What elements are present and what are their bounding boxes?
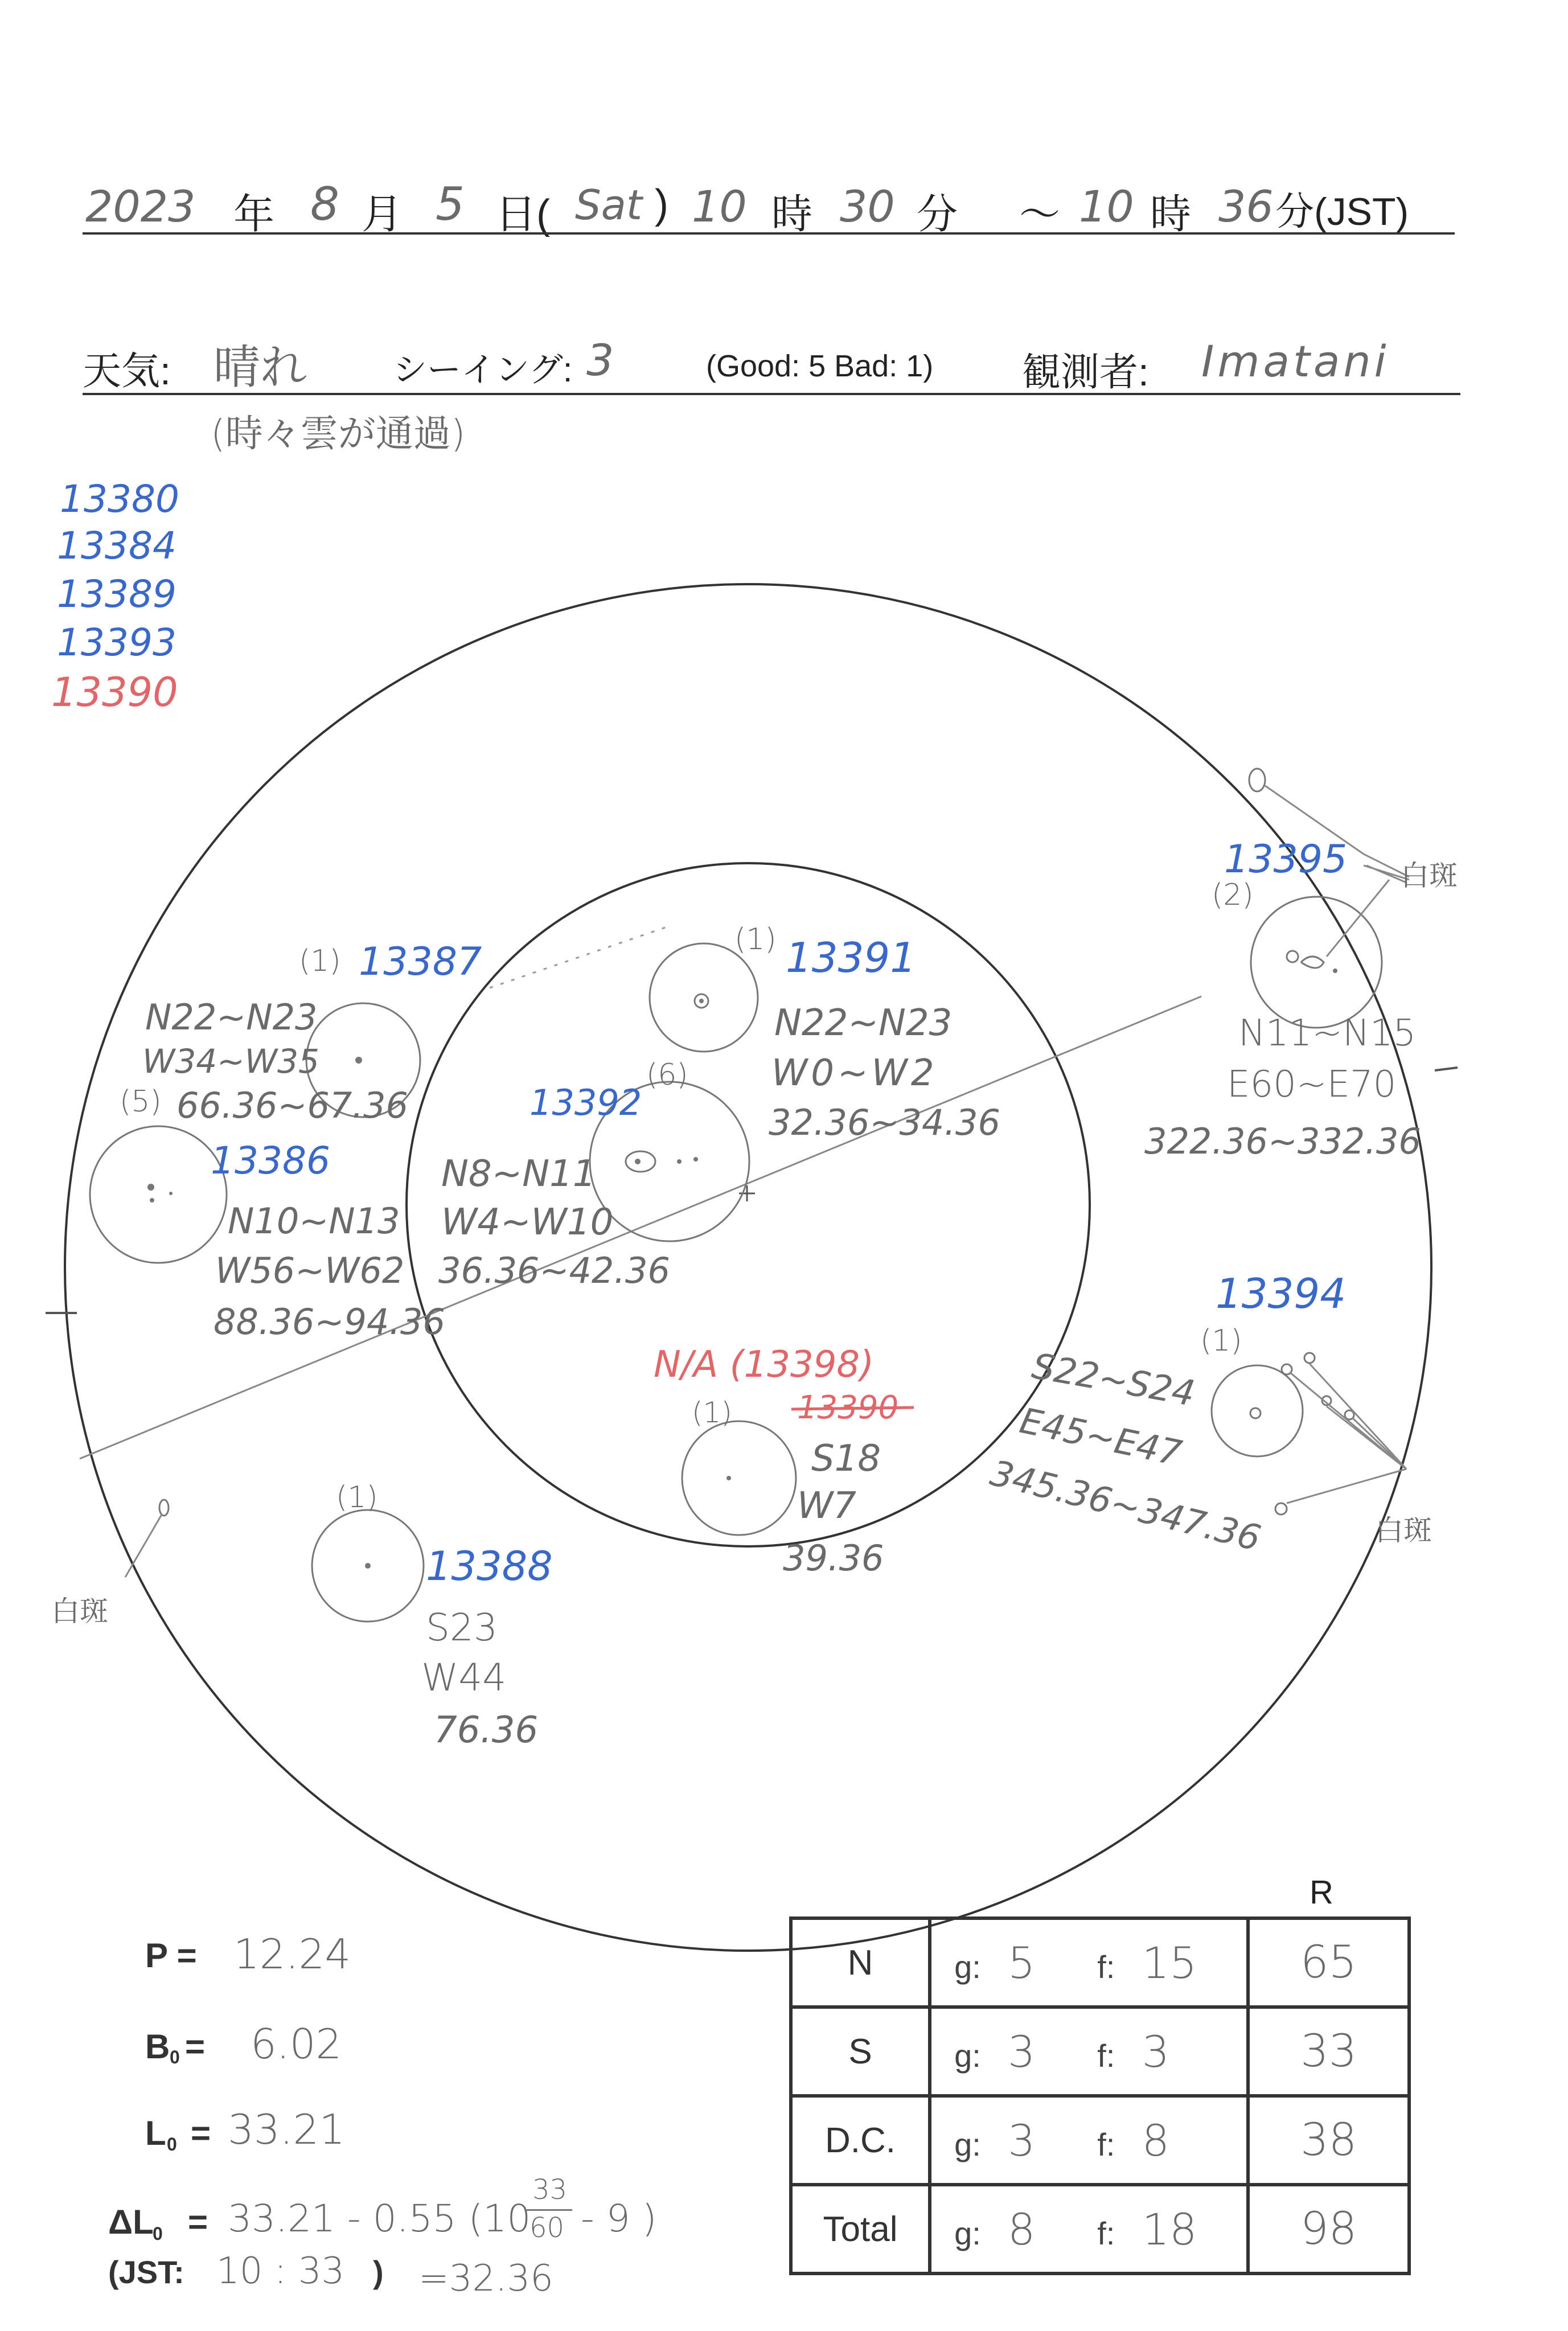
- weather-note: (時々雲が通過): [211, 412, 466, 455]
- r-value: 33: [1248, 2007, 1409, 2096]
- table-row: [791, 2007, 1409, 2096]
- l0-value: 33.21: [228, 2106, 346, 2153]
- dotted-trail: [490, 925, 672, 988]
- l0-equals: =: [191, 2114, 211, 2152]
- delta-l0-expression: 33.21 - 0.55 (10: [228, 2197, 531, 2240]
- facula-label: 白斑: [51, 1595, 108, 1628]
- sunspot-group-13394: [1212, 1365, 1303, 1456]
- seeing-scale: (Good: 5 Bad: 1): [706, 349, 934, 383]
- month-unit: 月: [362, 192, 403, 237]
- sunspot-group-13391: [650, 943, 758, 1052]
- carrington-range: 66.36~67.36: [176, 1085, 408, 1126]
- b0-equals: =: [185, 2028, 206, 2066]
- row-label: D.C.: [791, 2096, 930, 2185]
- delta-l0-equals: =: [188, 2203, 208, 2241]
- delta-l0-subscript: 0: [153, 2223, 163, 2244]
- b0-label: B: [145, 2028, 170, 2066]
- g-label: g:: [954, 2215, 981, 2251]
- f-label: f:: [1097, 1948, 1115, 1985]
- f-value: 3: [1142, 2026, 1169, 2077]
- g-value: 3: [1008, 2026, 1036, 2077]
- sunspot-count-table: [789, 1916, 1411, 2275]
- r-value: 38: [1248, 2096, 1409, 2185]
- facula-pointer: [1287, 1469, 1406, 1503]
- facula-marker: [1275, 1503, 1287, 1515]
- f-value: 18: [1142, 2203, 1197, 2255]
- facula-label: 白斑: [1401, 859, 1458, 892]
- longitude-range: W56~W62: [215, 1250, 405, 1291]
- start-hour-unit: 時: [771, 192, 813, 237]
- region-number: 13395: [1224, 837, 1348, 882]
- seeing-value: 3: [586, 335, 614, 385]
- end-hour-unit: 時: [1150, 192, 1192, 237]
- sunspot: [1287, 951, 1298, 962]
- carrington-range: 36.36~42.36: [438, 1250, 670, 1291]
- region-number: 13387: [359, 939, 482, 984]
- latitude-range: N22~N23: [145, 996, 318, 1038]
- facula-pointer: [125, 1515, 162, 1577]
- observer-value: Imatani: [1201, 336, 1390, 387]
- delta-l0-fraction-denominator: 60: [529, 2212, 565, 2244]
- b0-subscript: 0: [170, 2047, 180, 2067]
- sunspot: [693, 1157, 698, 1162]
- sunspot: [147, 1184, 154, 1191]
- sunspot: [169, 1192, 173, 1195]
- sunspot: [726, 1476, 731, 1480]
- carrington-range: 88.36~94.36: [214, 1301, 445, 1343]
- row-label: Total: [791, 2185, 930, 2273]
- region-number: 13394: [1216, 1270, 1347, 1318]
- region-number: 13386: [211, 1139, 330, 1183]
- r-column-header: R: [1310, 1874, 1333, 1911]
- facula-pointer: [1352, 1418, 1406, 1469]
- month-value: 8: [310, 178, 339, 231]
- l0-label: L: [145, 2114, 166, 2152]
- group-count: (1): [692, 1396, 732, 1429]
- g-label: g:: [954, 1948, 981, 1985]
- longitude-range: W0~W2: [771, 1052, 938, 1094]
- row-label: N: [791, 1918, 930, 2007]
- latitude-range: S22~S24: [1029, 1345, 1198, 1414]
- region-list-item: 13389: [57, 572, 176, 616]
- group-count: (2): [1212, 878, 1254, 912]
- longitude-range: E60~E70: [1227, 1064, 1397, 1106]
- group-count: (1): [299, 944, 341, 978]
- day-unit: 日(: [495, 192, 550, 237]
- delta-l0-result: =32.36: [418, 2258, 553, 2300]
- b0-value: 6.02: [251, 2020, 342, 2068]
- end-min-value: 36: [1218, 181, 1274, 232]
- latitude-range: S18: [811, 1438, 881, 1480]
- facula-marker: [1249, 769, 1265, 791]
- r-value: 65: [1248, 1918, 1409, 2007]
- start-min-unit: 分: [917, 192, 958, 237]
- region-list-item: 13380: [60, 477, 179, 521]
- longitude-range: W7: [797, 1485, 856, 1527]
- region-number: 13391: [786, 934, 917, 982]
- longitude-range: W4~W10: [441, 1201, 614, 1244]
- r-value: 98: [1248, 2185, 1409, 2273]
- group-fleck-cell: [930, 1918, 1248, 2007]
- sunspot: [1301, 957, 1324, 968]
- latitude-range: N11~N15: [1238, 1012, 1417, 1054]
- end-hour-value: 10: [1079, 181, 1134, 232]
- sunspot: [355, 1057, 362, 1064]
- start-hour-value: 10: [692, 181, 747, 232]
- jst-label: (JST:: [108, 2254, 184, 2290]
- p-value: 12.24: [233, 1930, 351, 1978]
- g-value: 5: [1008, 1937, 1036, 1988]
- f-value: 8: [1142, 2115, 1169, 2166]
- struck-region-number: 13390: [797, 1389, 899, 1426]
- facula-marker: [1304, 1353, 1315, 1363]
- sunspot: [150, 1198, 154, 1203]
- sunspot-group-13398: [682, 1421, 796, 1535]
- carrington-range: 322.36~332.36: [1144, 1121, 1421, 1162]
- group-fleck-cell: [930, 2185, 1248, 2273]
- g-label: g:: [954, 2037, 981, 2074]
- facula-pointer: [1327, 1406, 1406, 1469]
- carrington-range: 32.36~34.36: [769, 1102, 1000, 1143]
- weekday-value: Sat: [575, 181, 643, 229]
- delta-l0-label: ΔL: [108, 2203, 154, 2241]
- table-row: [791, 1918, 1409, 2007]
- observer-label: 観測者:: [1022, 351, 1149, 394]
- region-list-item: 13384: [57, 524, 176, 568]
- sunspot: [677, 1159, 682, 1164]
- weather-value: 晴れ: [214, 340, 307, 395]
- delta-l0-expression-end: - 9 ): [581, 2197, 657, 2240]
- time-range-tilde: ～: [1019, 192, 1061, 237]
- g-label: g:: [954, 2126, 981, 2162]
- f-label: f:: [1097, 2037, 1115, 2074]
- sunspot: [1333, 968, 1337, 973]
- year-unit: 年: [233, 192, 275, 237]
- start-min-value: 30: [840, 181, 895, 232]
- longitude-range: W44: [421, 1656, 507, 1700]
- latitude-range: S23: [426, 1606, 498, 1649]
- latitude-range: N10~N13: [228, 1200, 400, 1242]
- sunspot-group-13395: [1251, 897, 1382, 1028]
- group-fleck-cell: [930, 2007, 1248, 2096]
- row-label: S: [791, 2007, 930, 2096]
- g-value: 8: [1008, 2203, 1036, 2255]
- facula-marker: [159, 1500, 169, 1516]
- longitude-range: W34~W35: [142, 1042, 319, 1081]
- weekday-close: ): [655, 182, 668, 227]
- p-label: P =: [145, 1936, 197, 1975]
- f-label: f:: [1097, 2215, 1115, 2251]
- day-value: 5: [436, 178, 465, 231]
- weather-label: 天気:: [83, 350, 171, 393]
- sunspot: [365, 1563, 371, 1569]
- group-count: (1): [336, 1480, 378, 1515]
- g-value: 3: [1008, 2115, 1036, 2166]
- year-value: 2023: [85, 181, 196, 232]
- facula-label: 白斑: [1375, 1514, 1432, 1547]
- sunspot: [699, 999, 704, 1003]
- region-number: 13388: [426, 1543, 553, 1590]
- group-count: (1): [1200, 1324, 1242, 1358]
- region-number: N/A (13398): [654, 1344, 875, 1386]
- f-label: f:: [1097, 2126, 1115, 2162]
- fraction-bar: [527, 2209, 572, 2211]
- table-row: [791, 2096, 1409, 2185]
- sunspot: [635, 1159, 641, 1164]
- sunspot: [1250, 1408, 1261, 1418]
- jst-value: 10 : 33: [216, 2250, 345, 2292]
- carrington-range: 345.36~347.36: [986, 1452, 1265, 1560]
- delta-l0-fraction-numerator: 33: [532, 2174, 568, 2206]
- disk-edge-tick: [1435, 1068, 1458, 1070]
- carrington-range: 39.36: [783, 1537, 884, 1579]
- group-count: (1): [734, 922, 777, 957]
- jst-close: ): [373, 2254, 384, 2290]
- table-row: [791, 2185, 1409, 2273]
- facula-pointer: [1310, 1364, 1406, 1469]
- longitude-range: E45~E47: [1016, 1400, 1185, 1475]
- latitude-range: N8~N11: [441, 1153, 596, 1195]
- latitude-range: N22~N23: [774, 1002, 953, 1044]
- region-list-item: 13390: [51, 669, 178, 716]
- carrington-range: 76.36: [434, 1709, 539, 1751]
- group-fleck-cell: [930, 2096, 1248, 2185]
- region-list-item: 13393: [57, 621, 176, 664]
- l0-subscript: 0: [167, 2134, 177, 2154]
- f-value: 15: [1142, 1937, 1197, 1988]
- end-min-unit: 分(JST): [1275, 190, 1409, 233]
- group-count: (6): [646, 1058, 688, 1092]
- seeing-label: シーイング:: [393, 351, 573, 389]
- region-number: 13392: [529, 1082, 642, 1123]
- sunspot-group-13386: [90, 1126, 227, 1263]
- group-count: (5): [120, 1085, 162, 1119]
